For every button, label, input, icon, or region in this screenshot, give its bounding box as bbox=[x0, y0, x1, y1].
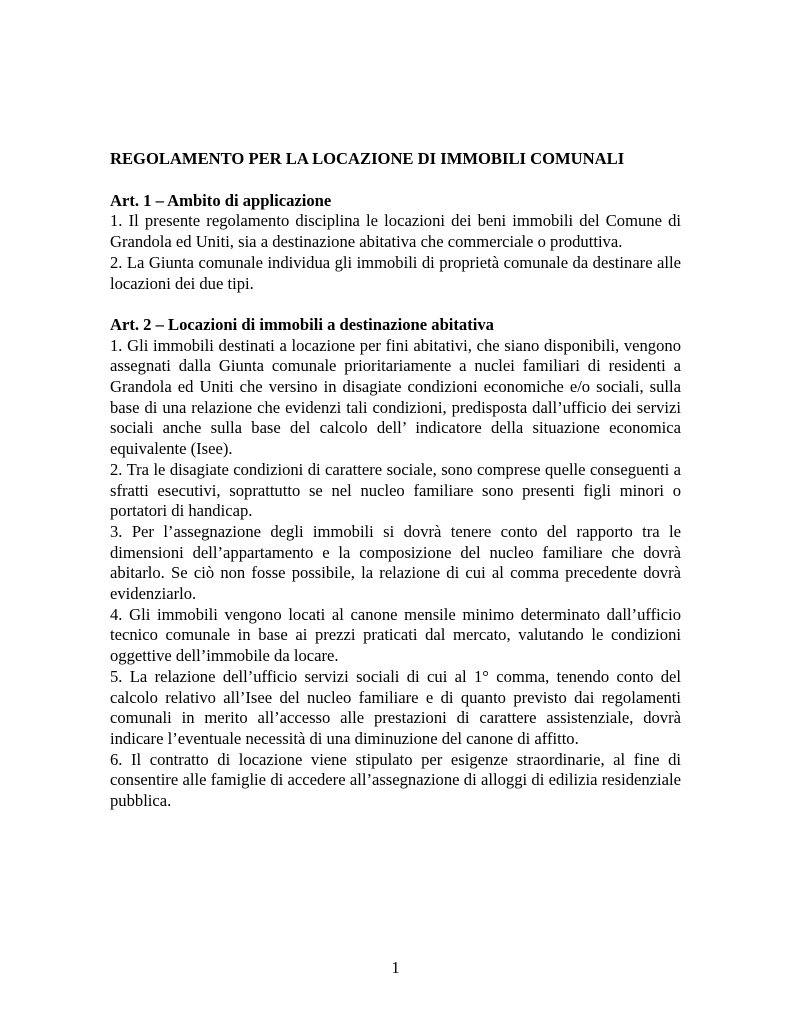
page-number: 1 bbox=[391, 958, 400, 977]
article-heading: Art. 1 – Ambito di applicazione bbox=[110, 190, 332, 210]
article-paragraph: 2. La Giunta comunale individua gli immobili di proprietà comunale da destinare alle locazioni dei due tipi. bbox=[110, 252, 681, 293]
article-paragraph: 3. Per l’assegnazione degli immobili si dovrà tenere conto del rapporto tra le dimensioni dell’appartamento e la composizione del nucleo familiare che dovrà abitarlo. Se ciò non fosse possibile, la relazione di cui al comma precedente dovrà evidenziarlo. bbox=[110, 521, 681, 604]
article-heading: Art. 2 – Locazioni di immobili a destinazione abitativa bbox=[110, 314, 494, 334]
section-spacer bbox=[110, 294, 681, 315]
document-body bbox=[110, 149, 681, 812]
article-paragraph: 1. Il presente regolamento disciplina le locazioni dei beni immobili del Comune di Grandola ed Uniti, sia a destinazione abitativa che commerciale o produttiva. bbox=[110, 211, 681, 252]
article-paragraph: 5. La relazione dell’ufficio servizi sociali di cui al 1° comma, tenendo conto del calcolo relativo all’Isee del nucleo familiare e di quanto previsto dai regolamenti comunali in merito all’accesso alle prestazioni di carattere assistenziale, dovrà indicare l’eventuale necessità di una diminuzione del canone di affitto. bbox=[110, 666, 681, 748]
article-paragraph: 4. Gli immobili vengono locati al canone mensile minimo determinato dall’ufficio tecnico comunale in base ai prezzi praticati dal mercato, valutando le condizioni oggettive dell’immobile da locare. bbox=[110, 604, 681, 666]
article-2 bbox=[110, 315, 681, 812]
article-paragraph: 1. Gli immobili destinati a locazione per fini abitativi, che siano disponibili, vengono assegnati dalla Giunta comunale prioritariamente a nuclei familiari di residenti a Grandola ed Uniti che versino in disagiate condizioni economiche e/o sociali, sulla base di una relazione che evidenzi tali condizioni, predisposta dall’ufficio dei servizi sociali anche sulla base del calcolo dell’ indicatore della situazione economica equivalente (Isee). bbox=[110, 335, 681, 459]
article-1 bbox=[110, 191, 681, 295]
document-title: REGOLAMENTO PER LA LOCAZIONE DI IMMOBILI COMUNALI bbox=[110, 149, 625, 168]
article-paragraph: 6. Il contratto di locazione viene stipulato per esigenze straordinarie, al fine di consentire alle famiglie di accedere all’assegnazione di alloggi di edilizia residenziale pubblica. bbox=[110, 749, 681, 811]
article-paragraph: 2. Tra le disagiate condizioni di carattere sociale, sono comprese quelle conseguenti a sfratti esecutivi, soprattutto se nel nucleo familiare sono presenti figli minori o portatori di handicap. bbox=[110, 459, 681, 521]
